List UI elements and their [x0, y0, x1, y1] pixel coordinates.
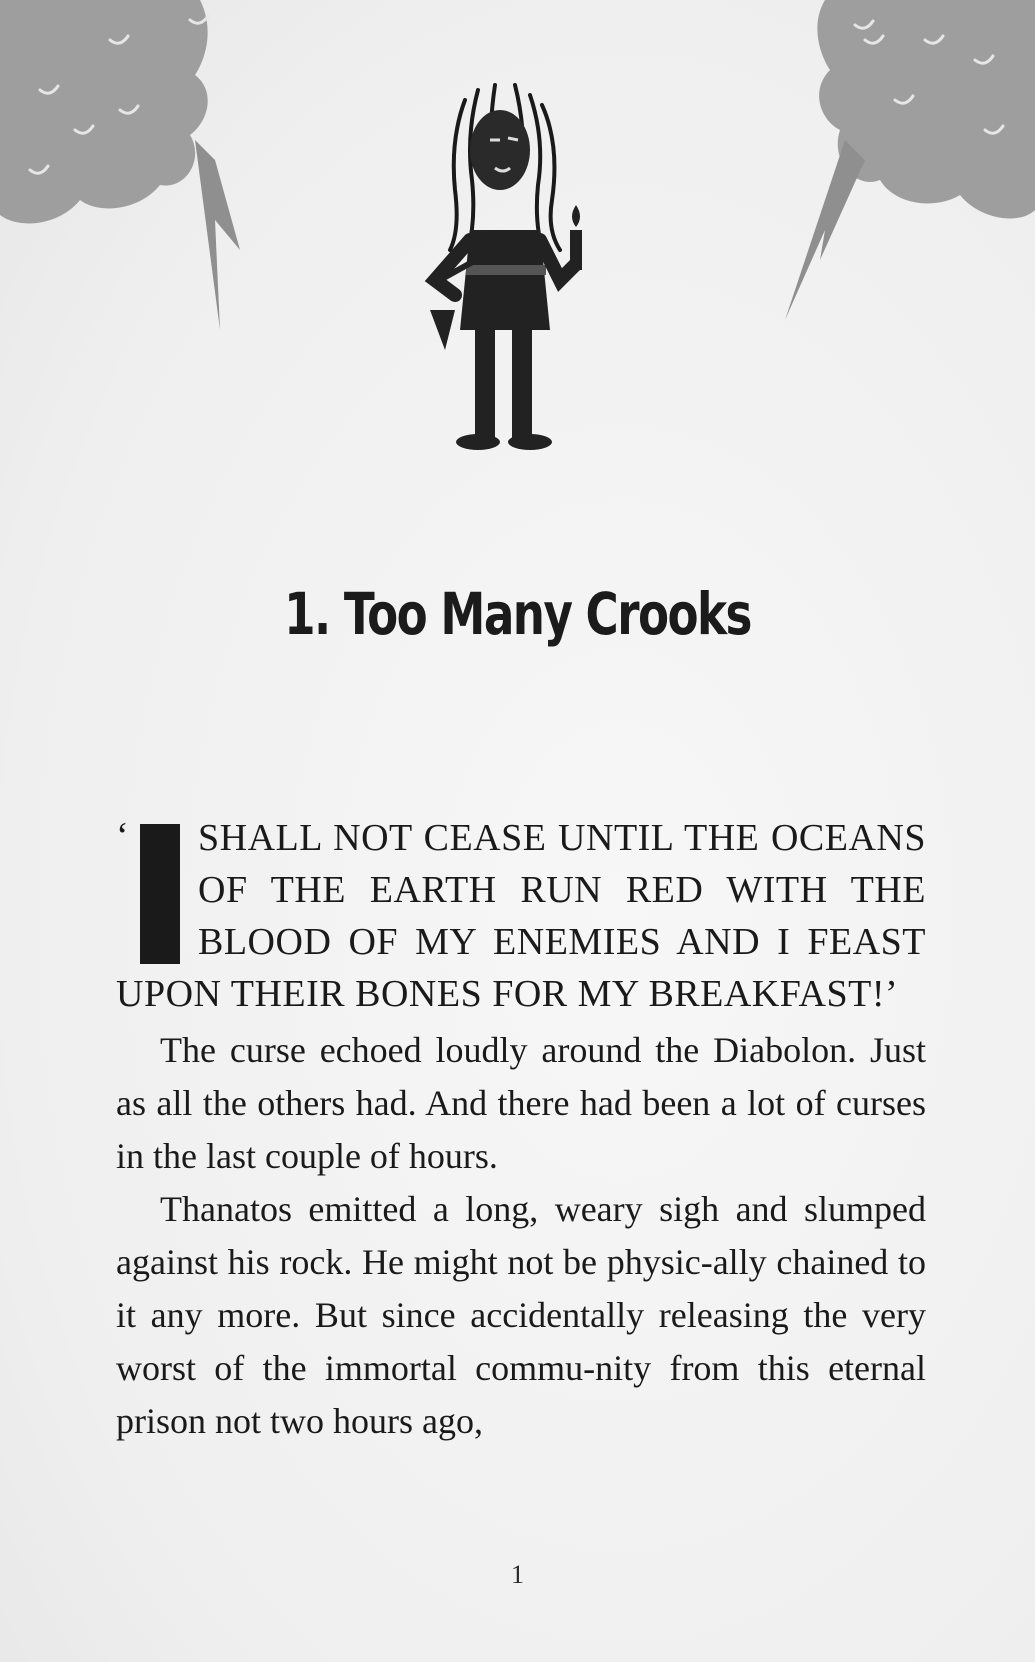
storm-cloud-icon	[765, 0, 1035, 340]
paragraph-1: The curse echoed loudly around the Diabolon. Just as all the others had. And there had been a lot of curses in the last couple of hours.	[116, 1030, 926, 1176]
opening-quote-mark: ‘	[116, 815, 130, 857]
paragraph-2: Thanatos emitted a long, weary sigh and slumped against his rock. He might not be physic-ally chained to it any more. But since accidentally releasing the very worst of the immortal commu-nity from this eternal prison not two hours ago,	[116, 1189, 926, 1441]
storm-cloud-icon	[0, 0, 260, 330]
chapter-text	[116, 812, 926, 1448]
opening-paragraph	[116, 812, 926, 1020]
page-number: 1	[511, 1560, 524, 1589]
opening-text: SHALL NOT CEASE UNTIL THE OCEANS OF THE EARTH RUN RED WITH THE BLOOD OF MY ENEMIES AND I FEAST UPON THEIR BONES FOR MY BREAKFAST!’	[116, 817, 926, 1015]
drop-cap-letter	[140, 824, 180, 964]
chapter-title: 1. Too Many Crooks	[284, 580, 751, 648]
girl-with-dagger-and-candle-icon	[400, 80, 630, 460]
